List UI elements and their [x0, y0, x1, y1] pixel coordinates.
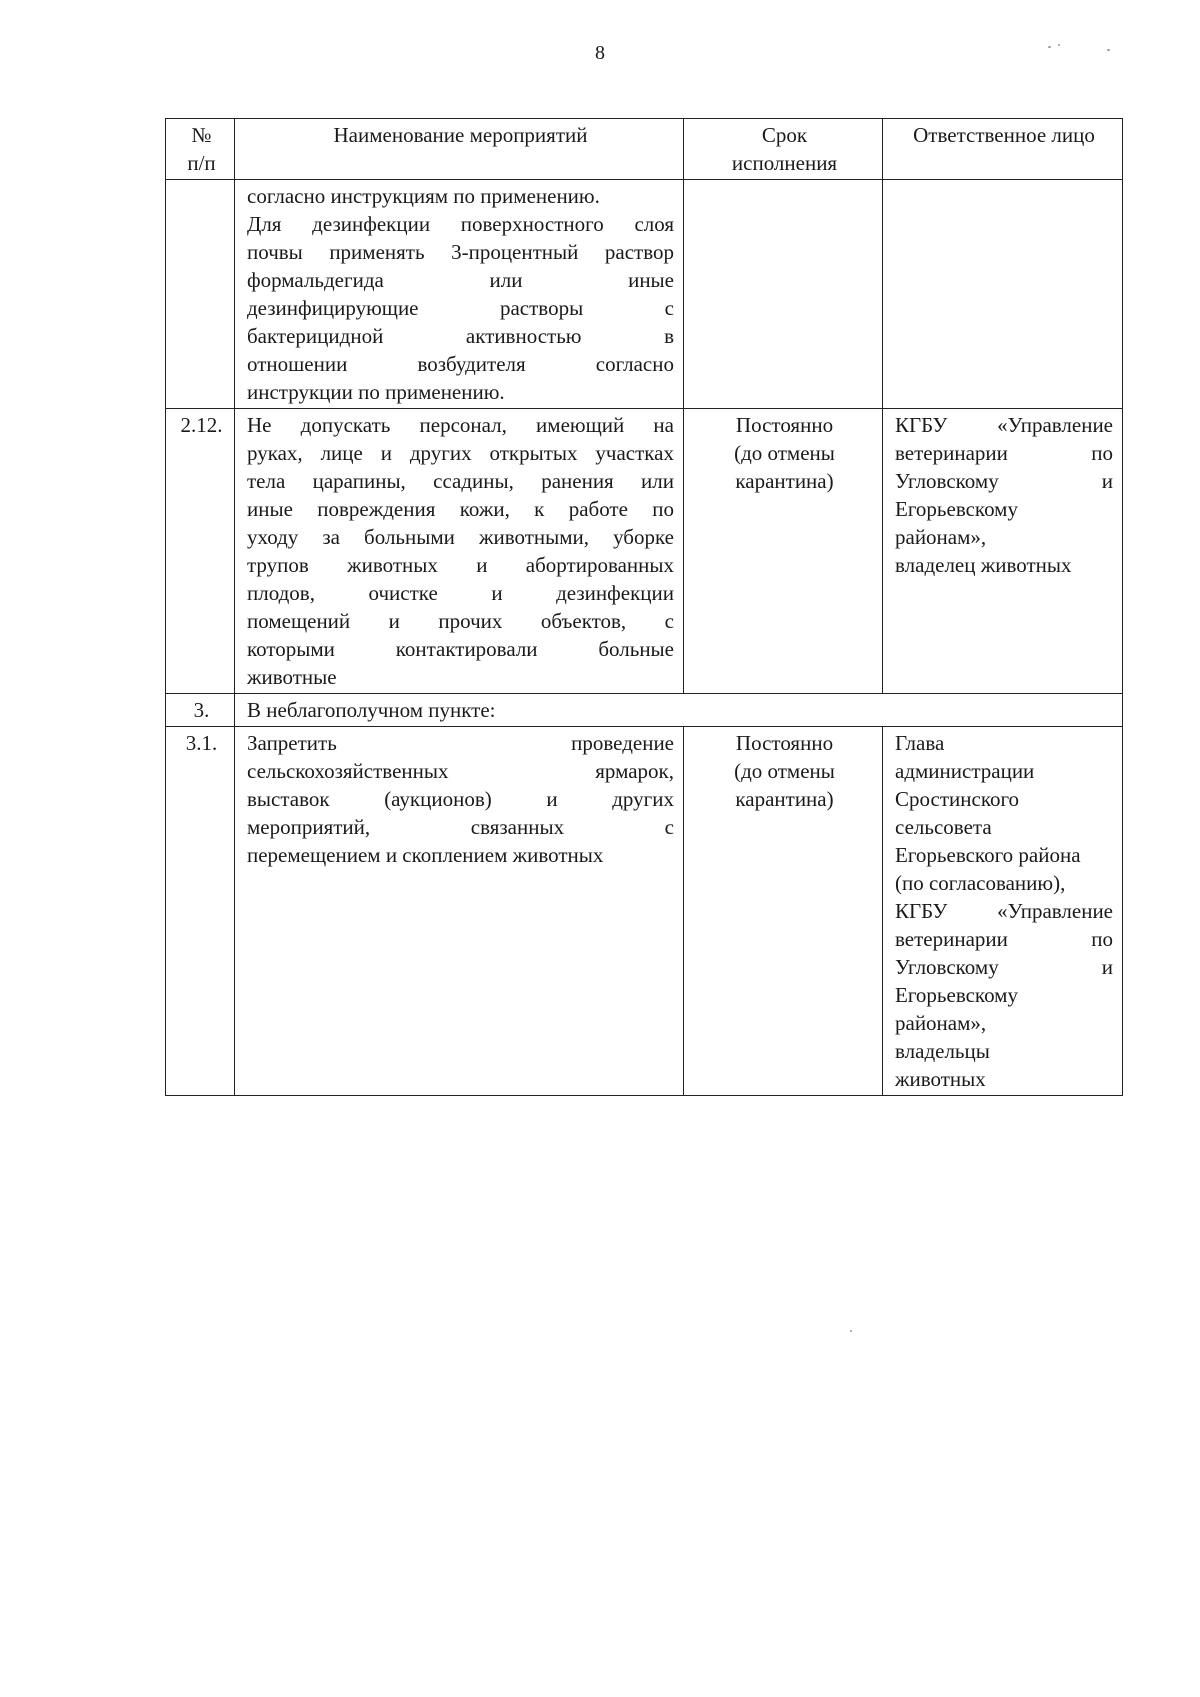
responsible-cell	[883, 180, 1123, 409]
text-line: Угловскому и	[895, 469, 1113, 493]
row-number: 3.	[166, 694, 235, 727]
section-heading: В неблагополучном пункте:	[235, 694, 1123, 727]
text-line: Запретить проведение	[247, 731, 674, 755]
header-name: Наименование мероприятий	[235, 119, 684, 180]
text-line: Не допускать персонал, имеющий на	[247, 413, 674, 437]
table-row-2-11-continued	[166, 180, 1123, 409]
text-line: животные	[247, 665, 337, 689]
header-term	[684, 119, 883, 180]
text-line: ветеринарии по	[895, 927, 1113, 951]
text-line: уходу за больными животными, уборке	[247, 525, 674, 549]
text-line: формальдегида или иные	[247, 268, 674, 292]
term-cell	[684, 409, 883, 694]
text-line: карантина)	[735, 787, 834, 811]
header-term-line: исполнения	[731, 151, 838, 175]
header-number	[166, 119, 235, 180]
text-line: почвы применять 3-процентный раствор	[247, 240, 674, 264]
table-row-3	[166, 694, 1123, 727]
scan-speck	[1048, 46, 1051, 48]
text-line: Угловскому и	[895, 955, 1113, 979]
measures-table	[165, 118, 1123, 1096]
text-line: ветеринарии по	[895, 441, 1113, 465]
row-number: 3.1.	[166, 727, 235, 1096]
text-line: районам»,	[895, 1011, 987, 1035]
scan-speck	[1058, 44, 1060, 46]
text-line: Глава	[895, 731, 945, 755]
text-line: руках, лице и других открытых участках	[247, 441, 674, 465]
text-line: животных	[895, 1067, 986, 1091]
text-line: бактерицидной активностью в	[247, 324, 674, 348]
text-line: (по согласованию),	[895, 871, 1066, 895]
text-line: КГБУ «Управление	[895, 413, 1113, 437]
text-line: Егорьевскому	[895, 983, 1018, 1007]
table-row-3-1	[166, 727, 1123, 1096]
text-line: владелец животных	[895, 553, 1072, 577]
page-number: 8	[595, 42, 605, 64]
responsible-cell	[883, 409, 1123, 694]
text-line: плодов, очистке и дезинфекции	[247, 581, 674, 605]
header-number-line: п/п	[187, 151, 216, 175]
text-line: администрации	[895, 759, 1035, 783]
text-line: владельцы	[895, 1039, 990, 1063]
text-line: выставок (аукционов) и других	[247, 787, 674, 811]
table-header-row	[166, 119, 1123, 180]
text-line: Для дезинфекции поверхностного слоя	[247, 212, 674, 236]
measure-text	[235, 409, 684, 694]
text-line: иные повреждения кожи, к работе по	[247, 497, 674, 521]
table-row-2-12	[166, 409, 1123, 694]
term-cell	[684, 180, 883, 409]
text-line: согласно инструкциям по применению.	[247, 184, 600, 208]
row-number	[166, 180, 235, 409]
text-line: (до отмены	[734, 759, 835, 783]
text-line: отношении возбудителя согласно	[247, 352, 674, 376]
text-line: Постоянно	[735, 413, 834, 437]
text-line: сельскохозяйственных ярмарок,	[247, 759, 674, 783]
text-line: сельсовета	[895, 815, 992, 839]
header-term-line: Срок	[761, 123, 808, 147]
measure-text	[235, 727, 684, 1096]
text-line: мероприятий, связанных с	[247, 815, 674, 839]
measure-text	[235, 180, 684, 409]
responsible-cell	[883, 727, 1123, 1096]
text-line: помещений и прочих объектов, с	[247, 609, 674, 633]
text-line: Егорьевского района	[895, 843, 1081, 867]
text-line: тела царапины, ссадины, ранения или	[247, 469, 674, 493]
text-line: инструкции по применению.	[247, 380, 505, 404]
text-line: перемещением и скоплением животных	[247, 843, 604, 867]
text-line: районам»,	[895, 525, 987, 549]
header-responsible: Ответственное лицо	[883, 119, 1123, 180]
header-number-line: №	[191, 123, 212, 147]
text-line: Сростинского	[895, 787, 1020, 811]
text-line: КГБУ «Управление	[895, 899, 1113, 923]
text-line: дезинфицирующие растворы с	[247, 296, 674, 320]
scan-speck	[1107, 49, 1110, 51]
term-cell	[684, 727, 883, 1096]
row-number: 2.12.	[166, 409, 235, 694]
scan-speck	[850, 1330, 852, 1332]
text-line: Егорьевскому	[895, 497, 1018, 521]
text-line: трупов животных и абортированных	[247, 553, 674, 577]
text-line: (до отмены	[734, 441, 835, 465]
text-line: которыми контактировали больные	[247, 637, 674, 661]
text-line: карантина)	[735, 469, 834, 493]
text-line: Постоянно	[735, 731, 834, 755]
